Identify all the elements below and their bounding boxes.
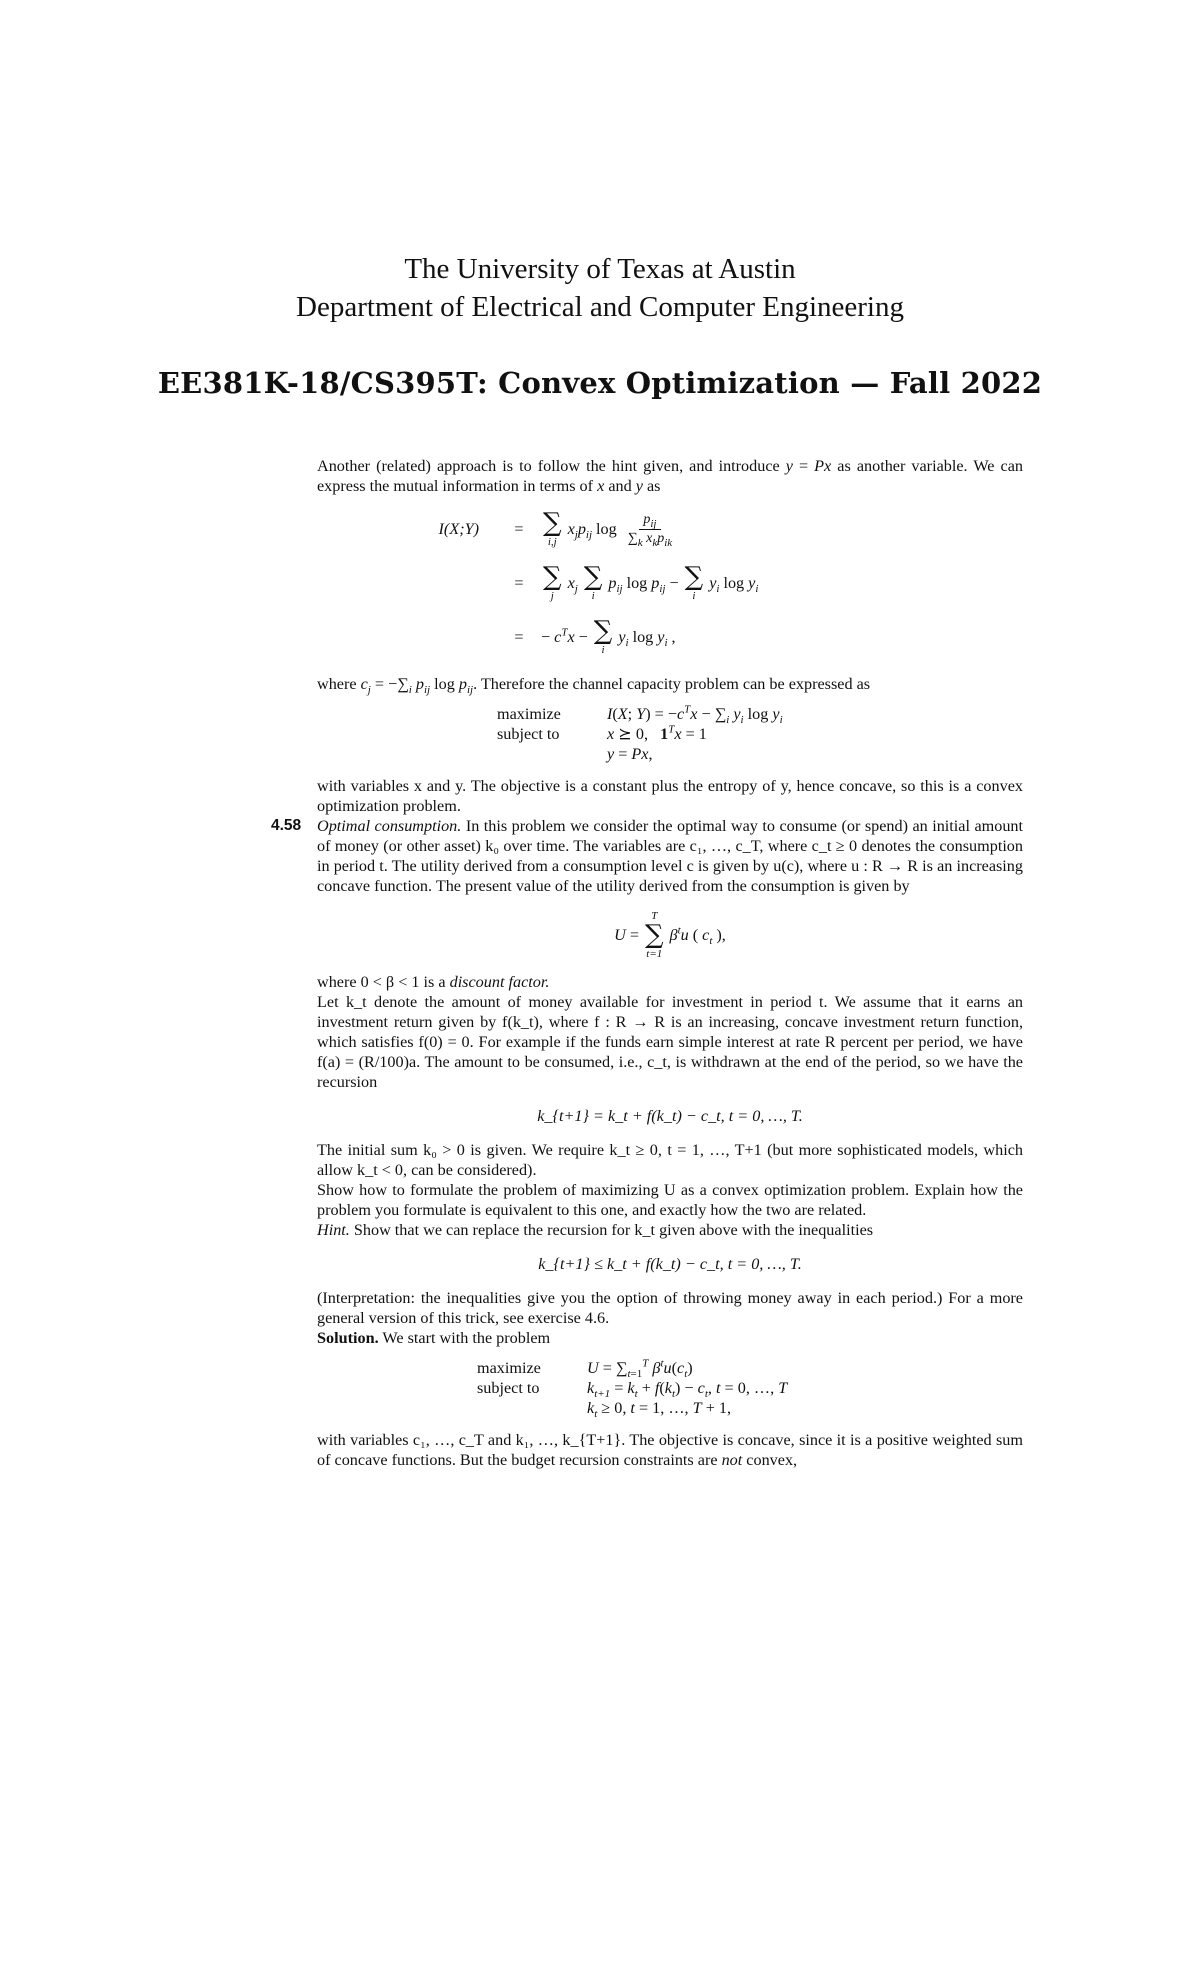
university-name: The University of Texas at Austin <box>404 253 796 285</box>
channel-capacity-problem: maximize I(X; $Y) = -c^Tx - \sum_i$ $y_i$ $\log y_i$ subject to x ⪰ 0, $1^Tx = 1$ y = Px, <box>497 703 783 763</box>
consumption-problem: maximize $U = \sum_{t=1}^T$ $\beta^tu(c_t)$ subject to $k_{t+1} = k_t + f(k_t) - c_t$, t = 0, …, T $k_t \ge 0$, t = 1, …, T + 1, <box>477 1357 788 1421</box>
initial-sum-paragraph: The initial sum k₀ > 0 is given. We require k_t ≥ 0, t = 1, …, T+1 (but more sophisticated models, which allow k_t < 0, can be considered). <box>317 1141 1023 1179</box>
investment-paragraph: Let k_t denote the amount of money available for investment in period t. We assume that it earns an investment return given by f(k_t), where f : R → R is an increasing, concave investment return function, which satisfies f(0) = 0. For example if the funds earn simple interest at rate R percent per period, we have f(a) = (R/100)a. The amount to be consumed, i.e., c_t, is withdrawn at the end of the period, so we have the recursion <box>317 993 1023 1091</box>
exercise-4-58: 4.58 Optimal consumption. In this problem we consider the optimal way to consume (or spend) an initial amount of money (or other asset) k₀ over time. The variables are c₁, …, c_T, where c_t ≥ 0 denotes the consumption in period t. The utility derived from a consumption level c is given by u(c), where u : R → R is an increasing concave function. The present value of the utility derived from the consumption is given by <box>271 817 1024 895</box>
interpretation-paragraph: (Interpretation: the inequalities give you the option of throwing money away in each period.) For a more general version of this trick, see exercise 4.6. <box>317 1289 1023 1327</box>
inequality-equation: k_{t+1} ≤ k_t + f(k_t) − c_t, t = 0, …, T. <box>538 1255 802 1273</box>
discount-factor-line: where 0 < β < 1 is a discount factor. <box>317 973 550 991</box>
mutual-information-equations: I(X;Y) = ∑ i,j $x_jp_{ij}$ log $\frac{p_{ij}}{\sum_k x_kp_{ik}}$ = ∑ j $x_j$ ∑ i $p_{ij}$ log $p_{ij}$ − ∑ i $y_i$ log $y_i$ = − $c^Tx$ − ∑ i $y_i$ log $y_i$ , <box>317 502 1023 664</box>
eq-lhs: I(X;Y) <box>438 520 479 538</box>
after-problem-text: with variables x and y. The objective is a constant plus the entropy of y, hence concave, so this is a convex optimization problem. <box>317 777 1023 815</box>
utility-equation: U = T ∑ t=1 $\beta^tu$ ( $c_t$ ), <box>614 910 726 960</box>
solution-paragraph: Solution. We start with the problem <box>317 1329 551 1347</box>
department-name: Department of Electrical and Computer Engineering <box>296 291 904 323</box>
task-paragraph: Show how to formulate the problem of maximizing U as a convex optimization problem. Explain how the problem you formulate is equivalent to this one, and exactly how the two are related. <box>317 1181 1023 1219</box>
intro-paragraph: Another (related) approach is to follow the hint given, and introduce y = Px as another variable. We can express the mutual information in terms of x and y as <box>317 457 1023 495</box>
recursion-equation: k_{t+1} = k_t + f(k_t) − c_t, t = 0, …, T. <box>537 1107 803 1125</box>
exercise-number: 4.58 <box>271 817 302 834</box>
hint-paragraph: Hint. Show that we can replace the recursion for k_t given above with the inequalities <box>317 1221 874 1239</box>
exercise-title: Optimal consumption. <box>317 817 462 835</box>
document-header <box>0 250 1200 326</box>
course-title: EE381K-18/CS395T: Convex Optimization — Fall 2022 <box>157 366 1043 400</box>
cj-definition: where $c_j = -\sum_i$ $p_{ij}$ $\log p_{ij}$. Therefore the channel capacity problem can be expressed as <box>317 675 871 697</box>
final-paragraph: with variables c₁, …, c_T and k₁, …, k_{T+1}. The objective is concave, since it is a positive weighted sum of concave functions. But the budget recursion constraints are not convex, <box>317 1431 1023 1469</box>
page-body <box>271 456 1024 1470</box>
